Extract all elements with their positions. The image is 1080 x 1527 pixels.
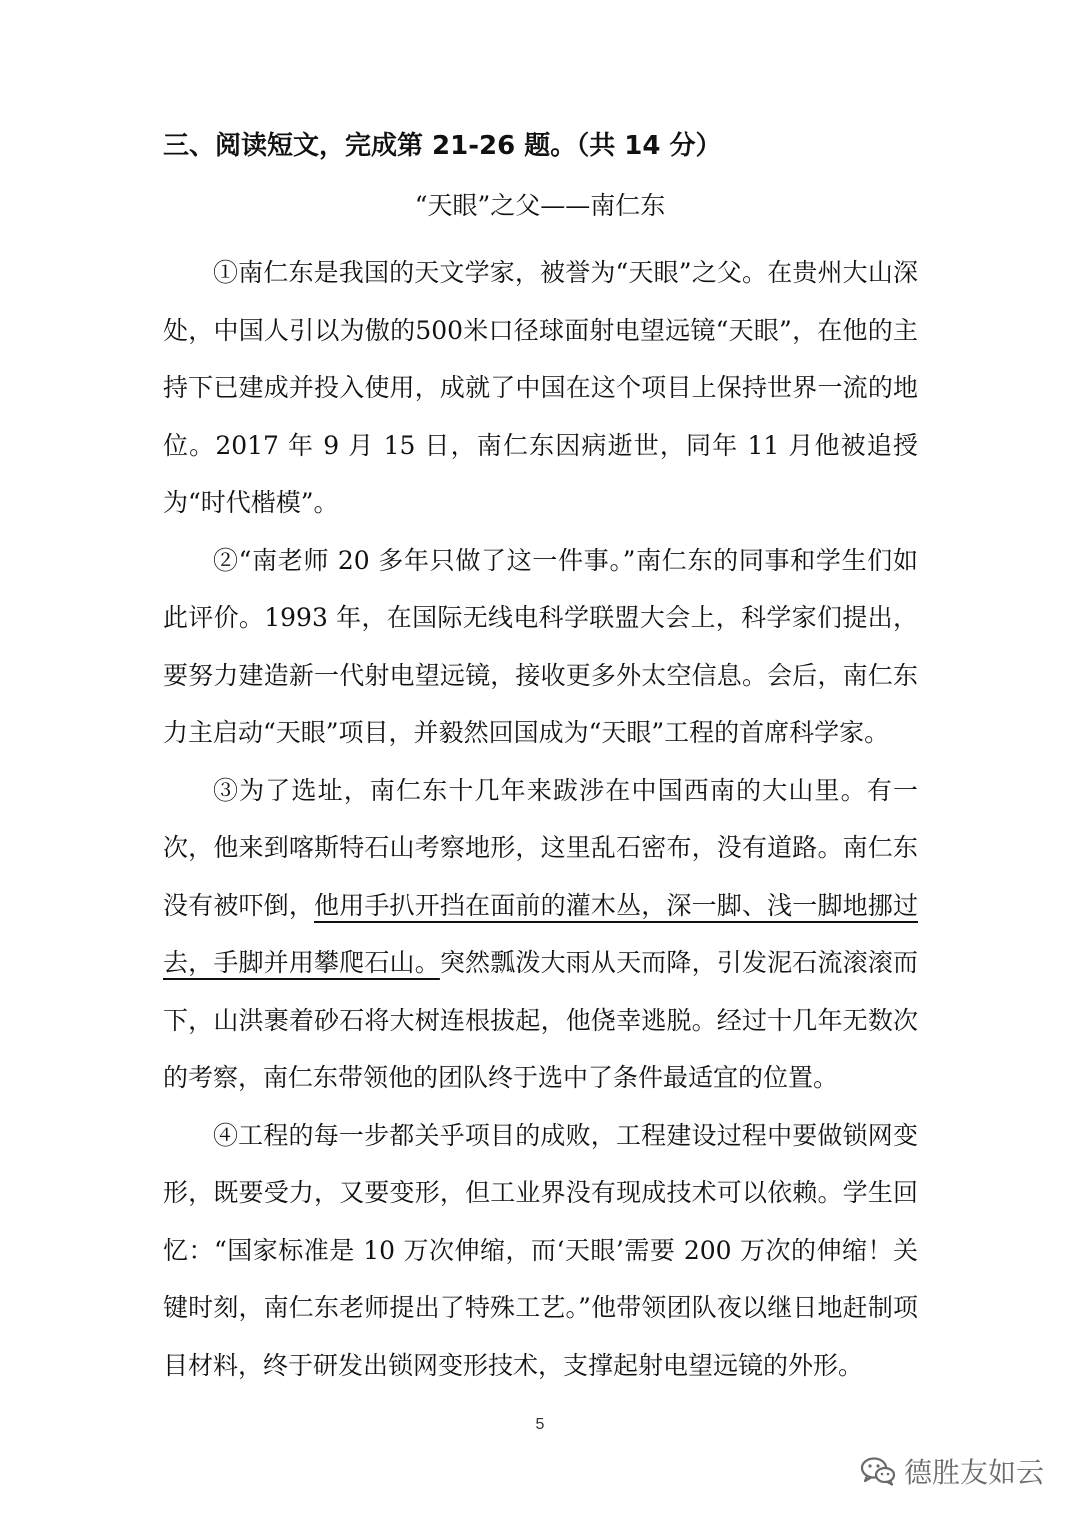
paragraph-3 [163,762,918,1107]
wechat-icon [860,1456,896,1486]
watermark-text: 德胜友如云 [903,1456,1044,1489]
underlined-sentence: 他用手扒开挡在面前的灌木丛，深一脚、浅一脚地挪过去，手脚并用攀爬石山。 [163,890,918,977]
article-title: “天眼”之父——南仁东 [414,191,666,220]
section-heading: 三、阅读短文，完成第 21-26 题。（共 14 分） [163,131,722,161]
paragraph-3-lead: ③为了选址，南仁东十几年来跋涉在中国西南的大山里。有一次，他来到喀斯特石山考察地形，这里乱石密布，没有道路。南仁东没有被吓倒， [163,775,918,920]
paragraph-4: ④工程的每一步都关乎项目的成败，工程建设过程中要做锁网变形，既要受力，又要变形，但工业界没有现成技术可以依赖。学生回忆：“国家标准是 10 万次伸缩，而‘天眼’需要 200 万次的伸缩！关键时刻，南仁东老师提出了特殊工艺。”他带领团队夜以继日地赶制项目材料，终于研发出锁网变形技术，支撑起射电望远镜的外形。 [163,1120,918,1380]
paragraph-2: ②“南老师 20 多年只做了这一件事。”南仁东的同事和学生们如此评价。1993 年，在国际无线电科学联盟大会上，科学家们提出，要努力建造新一代射电望远镜，接收更多外太空信息。会后，南仁东力主启动“天眼”项目，并毅然回国成为“天眼”工程的首席科学家。 [163,545,918,747]
paragraph-1: ①南仁东是我国的天文学家，被誉为“天眼”之父。在贵州大山深处，中国人引以为傲的500米口径球面射电望远镜“天眼”，在他的主持下已建成并投入使用，成就了中国在这个项目上保持世界一流的地位。2017 年 9 月 15 日，南仁东因病逝世，同年 11 月他被追授为“时代楷模”。 [163,258,918,517]
page-number: 5 [535,1416,545,1433]
watermark [860,1451,1044,1491]
article-body [163,244,918,1394]
paragraph-3-rest: 突然瓢泼大雨从天而降，引发泥石流滚滚而下，山洪裹着砂石将大树连根拔起，他侥幸逃脱。经过十几年无数次的考察，南仁东带领他的团队终于选中了条件最适宜的位置。 [163,948,918,1092]
